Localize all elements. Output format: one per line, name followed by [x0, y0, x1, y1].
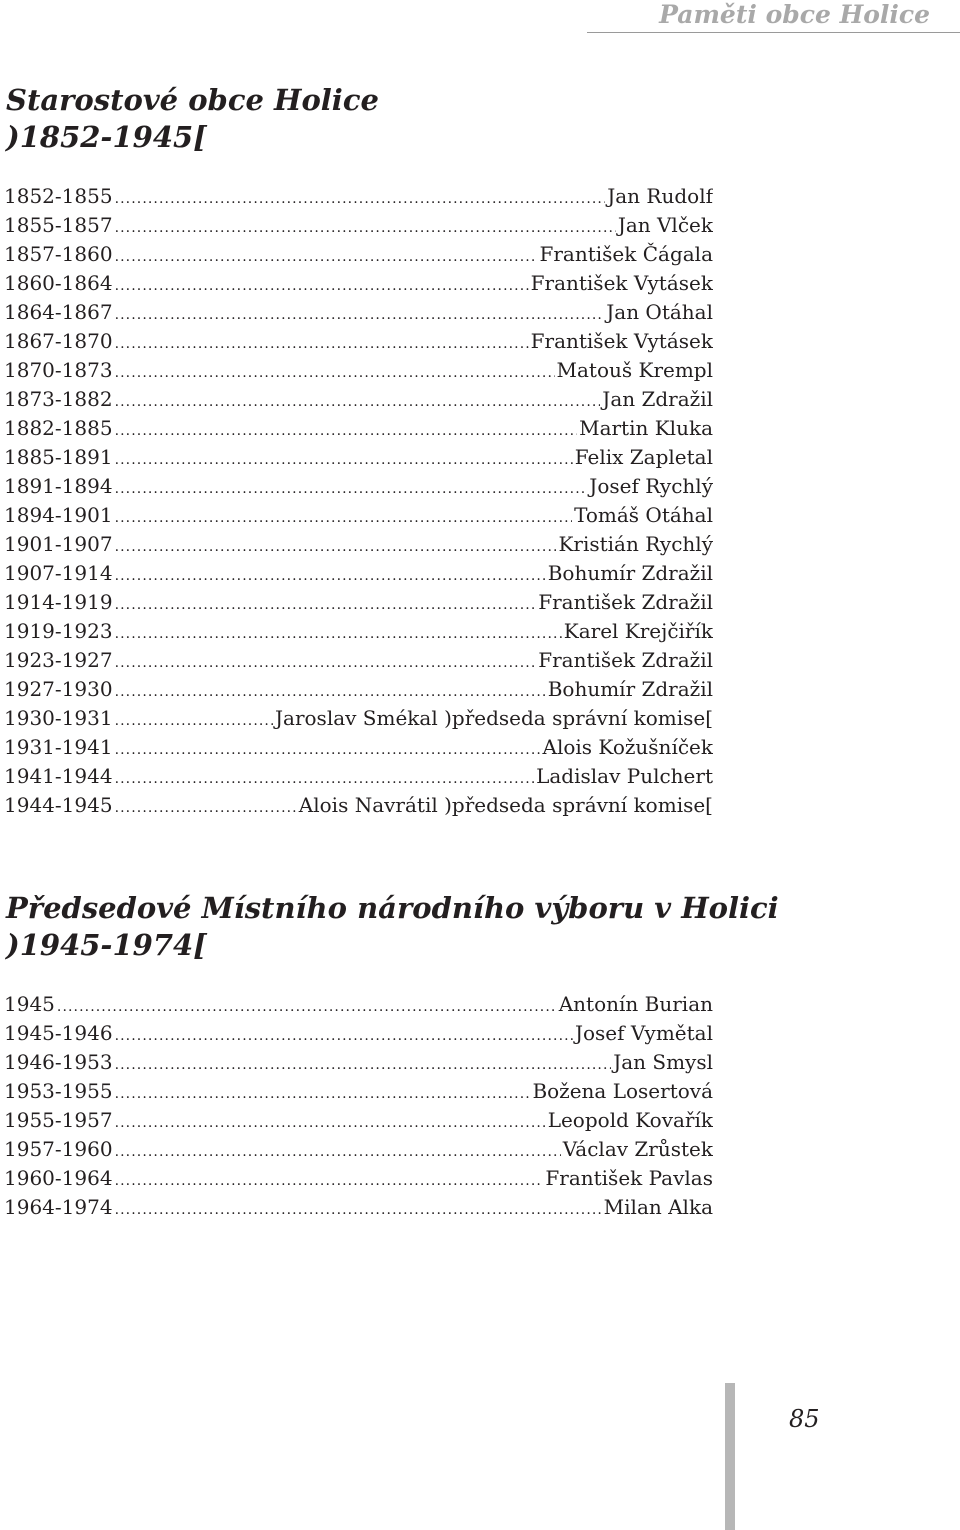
entry-name: Matouš Krempl — [556, 358, 713, 382]
entry-years: 1923-1927 — [4, 648, 113, 672]
list-item — [4, 733, 713, 762]
list-item — [4, 1193, 713, 1222]
dot-leader — [115, 1167, 544, 1193]
entry-name: Josef Rychlý — [589, 474, 713, 498]
entry-years: 1867-1870 — [4, 329, 113, 353]
list-item — [4, 356, 713, 385]
dot-leader — [115, 736, 541, 762]
dot-leader — [115, 1138, 561, 1164]
dot-leader — [115, 1022, 573, 1048]
dot-leader — [115, 794, 297, 820]
dot-leader — [115, 1051, 612, 1077]
dot-leader — [115, 620, 562, 646]
dot-leader — [115, 678, 546, 704]
entry-years: 1857-1860 — [4, 242, 113, 266]
entry-name: Bohumír Zdražil — [547, 561, 713, 585]
entry-years: 1860-1864 — [4, 271, 113, 295]
entry-name: Kristián Rychlý — [558, 532, 713, 556]
running-header — [587, 0, 960, 33]
list-item — [4, 269, 713, 298]
mayors-title-line2: )1852-1945[ — [6, 120, 207, 154]
entry-name: František Zdražil — [538, 590, 713, 614]
entry-years: 1945-1946 — [4, 1021, 113, 1045]
entry-name: Jan Smysl — [613, 1050, 713, 1074]
dot-leader — [115, 591, 537, 617]
dot-leader — [115, 475, 588, 501]
list-item — [4, 646, 713, 675]
entry-name: Alois Navrátil )předseda správní komise[ — [298, 793, 713, 817]
entry-name: František Zdražil — [538, 648, 713, 672]
list-item — [4, 501, 713, 530]
dot-leader — [115, 765, 535, 791]
entry-name: Bohumír Zdražil — [547, 677, 713, 701]
dot-leader — [115, 359, 555, 385]
list-item — [4, 414, 713, 443]
entry-name: Ladislav Pulchert — [536, 764, 713, 788]
mayors-title-line1: Starostové obce Holice — [6, 83, 379, 117]
entry-years: 1941-1944 — [4, 764, 113, 788]
dot-leader — [115, 649, 537, 675]
list-item — [4, 1164, 713, 1193]
entry-name: Jan Zdražil — [602, 387, 713, 411]
entry-years: 1955-1957 — [4, 1108, 113, 1132]
entry-name: František Vytásek — [530, 329, 713, 353]
entry-years: 1882-1885 — [4, 416, 113, 440]
dot-leader — [115, 214, 616, 240]
list-item — [4, 443, 713, 472]
entry-years: 1885-1891 — [4, 445, 113, 469]
list-item — [4, 298, 713, 327]
entry-years: 1894-1901 — [4, 503, 113, 527]
entry-years: 1901-1907 — [4, 532, 113, 556]
entry-years: 1945 — [4, 992, 55, 1016]
entry-years: 1864-1867 — [4, 300, 113, 324]
entry-name: Alois Kožušníček — [542, 735, 713, 759]
entry-years: 1931-1941 — [4, 735, 113, 759]
list-item — [4, 675, 713, 704]
list-item — [4, 240, 713, 269]
list-item — [4, 385, 713, 414]
entry-years: 1944-1945 — [4, 793, 113, 817]
dot-leader — [115, 446, 573, 472]
dot-leader — [115, 504, 573, 530]
entry-years: 1946-1953 — [4, 1050, 113, 1074]
dot-leader — [115, 272, 529, 298]
entry-years: 1873-1882 — [4, 387, 113, 411]
dot-leader — [115, 707, 273, 733]
dot-leader — [115, 1080, 531, 1106]
committee-title-line1: Předsedové Místního národního výboru v Holici — [6, 891, 779, 925]
entry-name: Tomáš Otáhal — [574, 503, 713, 527]
entry-years: 1930-1931 — [4, 706, 113, 730]
page-number: 85 — [789, 1405, 820, 1433]
list-item — [4, 472, 713, 501]
running-header-title: Paměti obce Holice — [659, 0, 930, 29]
entry-years: 1957-1960 — [4, 1137, 113, 1161]
entry-years: 1870-1873 — [4, 358, 113, 382]
entry-name: František Pavlas — [545, 1166, 713, 1190]
list-item — [4, 211, 713, 240]
entry-name: Jaroslav Smékal )předseda správní komise[ — [275, 706, 713, 730]
entry-years: 1891-1894 — [4, 474, 113, 498]
list-item — [4, 791, 713, 820]
entry-years: 1852-1855 — [4, 184, 113, 208]
list-item — [4, 1048, 713, 1077]
dot-leader — [57, 993, 557, 1019]
mayors-section-title — [6, 82, 379, 156]
entry-name: Martin Kluka — [579, 416, 713, 440]
entry-years: 1953-1955 — [4, 1079, 113, 1103]
entry-years: 1919-1923 — [4, 619, 113, 643]
entry-name: František Vytásek — [530, 271, 713, 295]
entry-name: František Čágala — [539, 242, 713, 266]
entry-name: Leopold Kovařík — [547, 1108, 713, 1132]
list-item — [4, 1135, 713, 1164]
dot-leader — [115, 533, 557, 559]
entry-years: 1927-1930 — [4, 677, 113, 701]
entry-name: Karel Krejčiřík — [563, 619, 713, 643]
entry-name: Jan Rudolf — [607, 184, 713, 208]
entry-years: 1855-1857 — [4, 213, 113, 237]
mayors-list — [4, 182, 713, 820]
entry-name: Jan Otáhal — [606, 300, 713, 324]
entry-name: Václav Zrůstek — [562, 1137, 713, 1161]
entry-name: Antonín Burian — [558, 992, 713, 1016]
list-item — [4, 588, 713, 617]
dot-leader — [115, 417, 578, 443]
entry-name: Jan Vlček — [617, 213, 713, 237]
entry-years: 1960-1964 — [4, 1166, 113, 1190]
entry-years: 1914-1919 — [4, 590, 113, 614]
dot-leader — [115, 1109, 546, 1135]
dot-leader — [115, 330, 529, 356]
entry-name: Božena Losertová — [532, 1079, 713, 1103]
list-item — [4, 530, 713, 559]
dot-leader — [115, 388, 601, 414]
dot-leader — [115, 185, 606, 211]
committee-title-line2: )1945-1974[ — [6, 928, 207, 962]
list-item — [4, 182, 713, 211]
committee-chairs-section-title — [6, 890, 779, 964]
dot-leader — [115, 301, 605, 327]
list-item — [4, 762, 713, 791]
dot-leader — [115, 562, 546, 588]
list-item — [4, 1106, 713, 1135]
margin-bar — [725, 1383, 735, 1530]
list-item — [4, 1019, 713, 1048]
dot-leader — [115, 1196, 602, 1222]
list-item — [4, 990, 713, 1019]
list-item — [4, 1077, 713, 1106]
list-item — [4, 617, 713, 646]
list-item — [4, 704, 713, 733]
entry-name: Felix Zapletal — [574, 445, 713, 469]
list-item — [4, 327, 713, 356]
entry-years: 1907-1914 — [4, 561, 113, 585]
entry-name: Milan Alka — [603, 1195, 713, 1219]
entry-name: Josef Vymětal — [574, 1021, 713, 1045]
committee-chairs-list — [4, 990, 713, 1222]
entry-years: 1964-1974 — [4, 1195, 113, 1219]
list-item — [4, 559, 713, 588]
dot-leader — [115, 243, 538, 269]
